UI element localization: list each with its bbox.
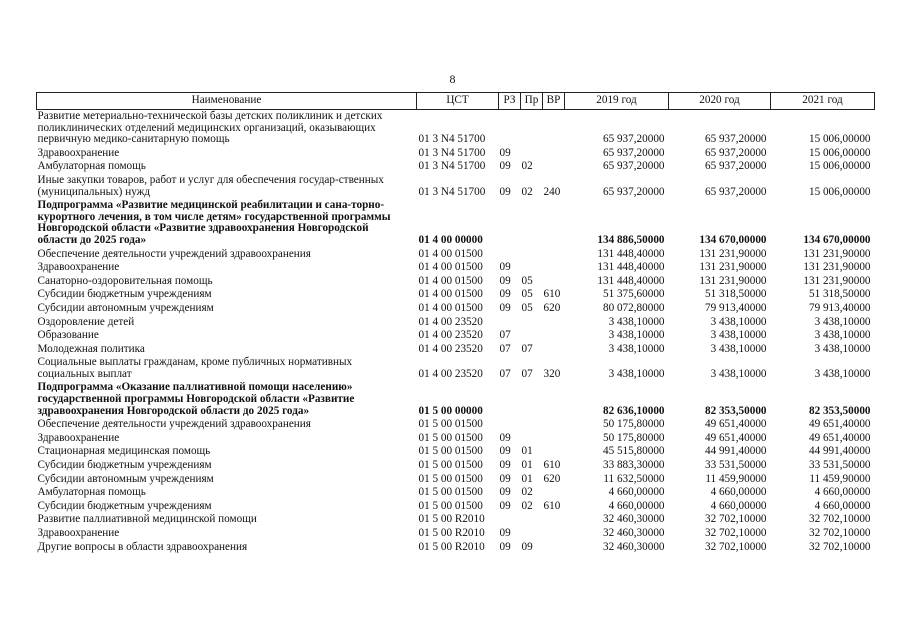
row-2021: 44 991,40000 <box>808 445 871 458</box>
row-vr <box>543 432 565 446</box>
row-cst: 01 5 00 01500 <box>418 459 483 472</box>
row-2020: 65 937,20000 <box>704 185 767 198</box>
table-row <box>37 356 875 381</box>
row-pr: 02 <box>521 160 533 173</box>
table-row <box>37 445 875 459</box>
row-2019: 50 175,80000 <box>602 431 665 444</box>
row-2019: 134 886,50000 <box>597 233 665 246</box>
row-pr: 05 <box>521 274 533 287</box>
row-2020: 131 231,90000 <box>699 247 767 260</box>
row-name: Образование <box>37 329 99 342</box>
table-row <box>37 541 875 555</box>
row-vr <box>543 275 565 289</box>
row-vr <box>543 418 565 432</box>
row-2020: 3 438,10000 <box>710 329 767 342</box>
row-cst: 01 3 N4 51700 <box>418 133 486 146</box>
row-2019: 131 448,40000 <box>597 261 665 274</box>
row-2021: 15 006,00000 <box>808 160 871 173</box>
row-vr <box>543 329 565 343</box>
table-header <box>37 93 875 110</box>
table-row <box>37 329 875 343</box>
row-name: Амбулаторная помощь <box>37 160 146 173</box>
budget-table <box>36 92 875 554</box>
row-pr: 01 <box>521 445 533 458</box>
row-2019: 45 515,80000 <box>602 445 665 458</box>
table-row <box>37 248 875 262</box>
table-row <box>37 418 875 432</box>
row-2021: 15 006,00000 <box>808 133 871 146</box>
table-row <box>37 302 875 316</box>
row-vr <box>543 147 565 161</box>
row-pr: 02 <box>521 499 533 512</box>
row-2021: 131 231,90000 <box>803 274 871 287</box>
row-2021: 3 438,10000 <box>814 329 871 342</box>
row-2021: 32 702,10000 <box>808 513 871 526</box>
row-2021: 49 651,40000 <box>808 418 871 431</box>
row-2020: 65 937,20000 <box>704 133 767 146</box>
row-cst: 01 4 00 23520 <box>418 367 483 380</box>
row-rz: 09 <box>499 527 511 539</box>
table-row <box>37 199 875 247</box>
row-name: Иные закупки товаров, работ и услуг для обеспечения государ-ственных (муниципальных) нужд <box>37 173 384 198</box>
row-2019: 131 448,40000 <box>597 247 665 260</box>
row-rz <box>499 248 521 262</box>
row-pr <box>521 513 543 527</box>
row-pr <box>521 418 543 432</box>
row-rz: 09 <box>499 472 511 485</box>
header-name: Наименование <box>37 93 417 110</box>
table-row <box>37 343 875 357</box>
row-2020: 32 702,10000 <box>704 540 767 553</box>
row-cst: 01 5 00 01500 <box>418 486 483 499</box>
row-2021: 4 660,00000 <box>814 486 871 499</box>
row-pr: 01 <box>521 459 533 472</box>
row-rz <box>499 316 521 330</box>
row-name: Субсидии бюджетным учреждениям <box>37 459 212 472</box>
page-number: 8 <box>449 72 456 86</box>
row-pr: 02 <box>521 486 533 499</box>
row-name: Здравоохранение <box>37 261 120 274</box>
row-pr <box>521 527 543 541</box>
row-rz: 07 <box>499 367 511 380</box>
header-2019: 2019 год <box>565 93 669 110</box>
row-rz <box>499 110 521 147</box>
table-row <box>37 500 875 514</box>
row-pr: 01 <box>521 472 533 485</box>
row-rz <box>499 418 521 432</box>
table-row <box>37 160 875 174</box>
row-2021: 4 660,00000 <box>814 499 871 512</box>
row-cst: 01 3 N4 51700 <box>418 146 486 159</box>
row-2020: 11 459,90000 <box>705 472 767 485</box>
row-name: Обеспечение деятельности учреждений здравоохранения <box>37 247 311 260</box>
row-2019: 4 660,00000 <box>608 499 665 512</box>
header-pr: Пр <box>521 93 543 110</box>
row-2021: 15 006,00000 <box>808 185 871 198</box>
row-vr: 320 <box>543 367 561 380</box>
row-rz: 09 <box>499 274 511 287</box>
row-2019: 32 460,30000 <box>602 527 665 539</box>
row-rz: 09 <box>499 499 511 512</box>
row-2021: 49 651,40000 <box>808 431 871 444</box>
row-name: Подпрограмма «Оказание паллиативной помощи населению» государственной программы Новгородской области «Развитие здравоохранения Новгородской области до 2025 года» <box>37 381 355 417</box>
row-pr: 07 <box>521 367 533 380</box>
row-2020: 65 937,20000 <box>704 146 767 159</box>
row-cst: 01 4 00 01500 <box>418 288 483 301</box>
row-rz <box>499 199 521 247</box>
row-name: Здравоохранение <box>37 431 120 444</box>
row-vr <box>543 343 565 357</box>
row-pr: 02 <box>521 185 533 198</box>
row-name: Санаторно-оздоровительная помощь <box>37 274 213 287</box>
row-pr: 05 <box>521 301 533 314</box>
table-row <box>37 147 875 161</box>
row-rz: 09 <box>499 445 511 458</box>
row-pr <box>521 110 543 147</box>
row-rz: 09 <box>499 540 511 553</box>
row-2020: 4 660,00000 <box>710 499 767 512</box>
row-rz: 09 <box>499 160 511 173</box>
row-vr: 240 <box>543 185 561 198</box>
row-2020: 44 991,40000 <box>704 445 767 458</box>
row-2019: 131 448,40000 <box>597 274 665 287</box>
row-rz: 09 <box>499 146 511 159</box>
row-rz: 09 <box>499 185 511 198</box>
row-cst: 01 3 N4 51700 <box>418 160 486 173</box>
row-2021: 11 459,90000 <box>809 472 871 485</box>
row-rz: 09 <box>499 288 511 301</box>
row-name: Субсидии автономным учреждениям <box>37 301 214 314</box>
row-cst: 01 5 00 R2010 <box>418 513 485 526</box>
row-2019: 32 460,30000 <box>602 513 665 526</box>
row-2021: 51 318,50000 <box>808 288 871 301</box>
table-row <box>37 261 875 275</box>
row-2019: 32 460,30000 <box>602 540 665 553</box>
row-rz: 07 <box>499 329 511 342</box>
row-name: Обеспечение деятельности учреждений здравоохранения <box>37 418 311 431</box>
row-2020: 3 438,10000 <box>710 315 767 328</box>
row-cst: 01 5 00 01500 <box>418 431 483 444</box>
row-2019: 65 937,20000 <box>602 185 665 198</box>
row-name: Здравоохранение <box>37 527 120 539</box>
row-2020: 32 702,10000 <box>704 513 767 526</box>
row-2019: 11 632,50000 <box>603 472 665 485</box>
table-row <box>37 527 875 541</box>
row-2019: 65 937,20000 <box>602 160 665 173</box>
row-name: Подпрограмма «Развитие медицинской реабилитации и сана-торно-курортного лечения, в том числе детям» государственной программы Новгородской области «Развитие здравоохранения Новгородской области до 2025 года» <box>37 199 391 246</box>
row-2020: 65 937,20000 <box>704 160 767 173</box>
row-name: Субсидии бюджетным учреждениям <box>37 288 212 301</box>
row-2021: 3 438,10000 <box>814 315 871 328</box>
table-body <box>37 110 875 555</box>
row-2019: 33 883,30000 <box>602 459 665 472</box>
row-vr <box>543 199 565 247</box>
row-name: Социальные выплаты гражданам, кроме публичных нормативных социальных выплат <box>37 356 353 380</box>
row-vr <box>543 541 565 555</box>
row-pr <box>521 147 543 161</box>
row-vr <box>543 486 565 500</box>
row-cst: 01 5 00 01500 <box>418 445 483 458</box>
row-pr <box>521 381 543 418</box>
row-vr <box>543 316 565 330</box>
row-2020: 4 660,00000 <box>710 486 767 499</box>
row-2021: 33 531,50000 <box>808 459 871 472</box>
row-cst: 01 5 00 01500 <box>418 472 483 485</box>
row-2021: 15 006,00000 <box>808 146 871 159</box>
row-pr <box>521 316 543 330</box>
row-2019: 50 175,80000 <box>602 418 665 431</box>
row-vr <box>543 248 565 262</box>
row-cst: 01 4 00 01500 <box>418 301 483 314</box>
row-name: Субсидии автономным учреждениям <box>37 472 214 485</box>
row-name: Развитие паллиативной медицинской помощи <box>37 513 257 526</box>
row-pr <box>521 329 543 343</box>
row-2019: 80 072,80000 <box>602 301 665 314</box>
row-vr <box>543 445 565 459</box>
table-row <box>37 110 875 147</box>
row-pr <box>521 199 543 247</box>
row-2020: 49 651,40000 <box>704 418 767 431</box>
row-2020: 51 318,50000 <box>704 288 767 301</box>
row-2020: 131 231,90000 <box>699 274 767 287</box>
row-cst: 01 4 00 00000 <box>418 233 483 246</box>
row-cst: 01 3 N4 51700 <box>418 185 486 198</box>
row-name: Оздоровление детей <box>37 315 135 328</box>
row-2019: 3 438,10000 <box>608 367 665 380</box>
header-vr: ВР <box>543 93 565 110</box>
row-pr <box>521 432 543 446</box>
row-rz: 09 <box>499 459 511 472</box>
table-row <box>37 459 875 473</box>
row-2020: 33 531,50000 <box>704 459 767 472</box>
row-pr: 07 <box>521 342 533 355</box>
row-cst: 01 4 00 01500 <box>418 247 483 260</box>
row-2021: 131 231,90000 <box>803 261 871 274</box>
row-cst: 01 4 00 23520 <box>418 315 483 328</box>
row-cst: 01 4 00 01500 <box>418 261 483 274</box>
row-pr: 09 <box>521 540 533 553</box>
row-rz: 09 <box>499 431 511 444</box>
table-row <box>37 432 875 446</box>
row-pr <box>521 248 543 262</box>
row-2020: 79 913,40000 <box>704 301 767 314</box>
row-vr <box>543 527 565 541</box>
row-vr: 610 <box>543 499 561 512</box>
row-rz: 09 <box>499 261 511 274</box>
row-2021: 3 438,10000 <box>814 367 871 380</box>
table-row <box>37 486 875 500</box>
row-2019: 3 438,10000 <box>608 329 665 342</box>
row-cst: 01 4 00 23520 <box>418 342 483 355</box>
table-row <box>37 174 875 199</box>
table-row <box>37 316 875 330</box>
row-name: Молодежная политика <box>37 342 145 355</box>
row-2021: 3 438,10000 <box>814 342 871 355</box>
row-cst: 01 5 00 00000 <box>418 404 483 417</box>
row-2020: 49 651,40000 <box>704 431 767 444</box>
row-2019: 3 438,10000 <box>608 315 665 328</box>
row-2021: 32 702,10000 <box>808 540 871 553</box>
row-pr <box>521 261 543 275</box>
row-vr: 620 <box>543 301 561 314</box>
row-2019: 4 660,00000 <box>608 486 665 499</box>
header-rz: РЗ <box>499 93 521 110</box>
row-2019: 82 636,10000 <box>602 404 665 417</box>
row-rz: 07 <box>499 342 511 355</box>
row-cst: 01 5 00 R2010 <box>418 527 485 539</box>
row-2021: 131 231,90000 <box>803 247 871 260</box>
row-cst: 01 5 00 R2010 <box>418 540 485 553</box>
row-pr: 05 <box>521 288 533 301</box>
row-vr: 620 <box>543 472 561 485</box>
row-2019: 65 937,20000 <box>602 133 665 146</box>
row-2019: 3 438,10000 <box>608 342 665 355</box>
table-row <box>37 473 875 487</box>
row-2021: 82 353,50000 <box>808 404 871 417</box>
table-row <box>37 513 875 527</box>
row-cst: 01 4 00 01500 <box>418 274 483 287</box>
row-2019: 65 937,20000 <box>602 146 665 159</box>
row-2020: 32 702,10000 <box>704 527 767 539</box>
row-2021: 79 913,40000 <box>808 301 871 314</box>
row-rz <box>499 381 521 418</box>
row-rz: 09 <box>499 301 511 314</box>
row-vr <box>543 381 565 418</box>
row-name: Амбулаторная помощь <box>37 486 146 499</box>
row-rz <box>499 513 521 527</box>
row-vr: 610 <box>543 288 561 301</box>
table-row <box>37 288 875 302</box>
row-2020: 82 353,50000 <box>704 404 767 417</box>
row-2020: 3 438,10000 <box>710 367 767 380</box>
row-name: Стационарная медицинская помощь <box>37 445 211 458</box>
row-rz: 09 <box>499 486 511 499</box>
header-cst: ЦСТ <box>417 93 499 110</box>
row-vr <box>543 261 565 275</box>
table-row <box>37 275 875 289</box>
row-name: Субсидии бюджетным учреждениям <box>37 499 212 512</box>
row-cst: 01 5 00 01500 <box>418 418 483 431</box>
row-name: Развитие метериально-технической базы детских поликлиник и детских поликлинических отделений медицинских организаций, оказывающих первичную медико-санитарную помощь <box>37 110 383 146</box>
row-name: Здравоохранение <box>37 146 120 159</box>
row-name: Другие вопросы в области здравоохранения <box>37 540 248 553</box>
row-2021: 134 670,00000 <box>803 233 871 246</box>
table-row <box>37 381 875 418</box>
row-cst: 01 4 00 23520 <box>418 329 483 342</box>
row-vr <box>543 110 565 147</box>
row-2021: 32 702,10000 <box>808 527 871 539</box>
row-2019: 51 375,60000 <box>602 288 665 301</box>
row-cst: 01 5 00 01500 <box>418 499 483 512</box>
row-2020: 131 231,90000 <box>699 261 767 274</box>
header-2021: 2021 год <box>771 93 875 110</box>
row-vr <box>543 160 565 174</box>
row-2020: 3 438,10000 <box>710 342 767 355</box>
header-2020: 2020 год <box>669 93 771 110</box>
row-vr: 610 <box>543 459 561 472</box>
row-2020: 134 670,00000 <box>699 233 767 246</box>
row-vr <box>543 513 565 527</box>
